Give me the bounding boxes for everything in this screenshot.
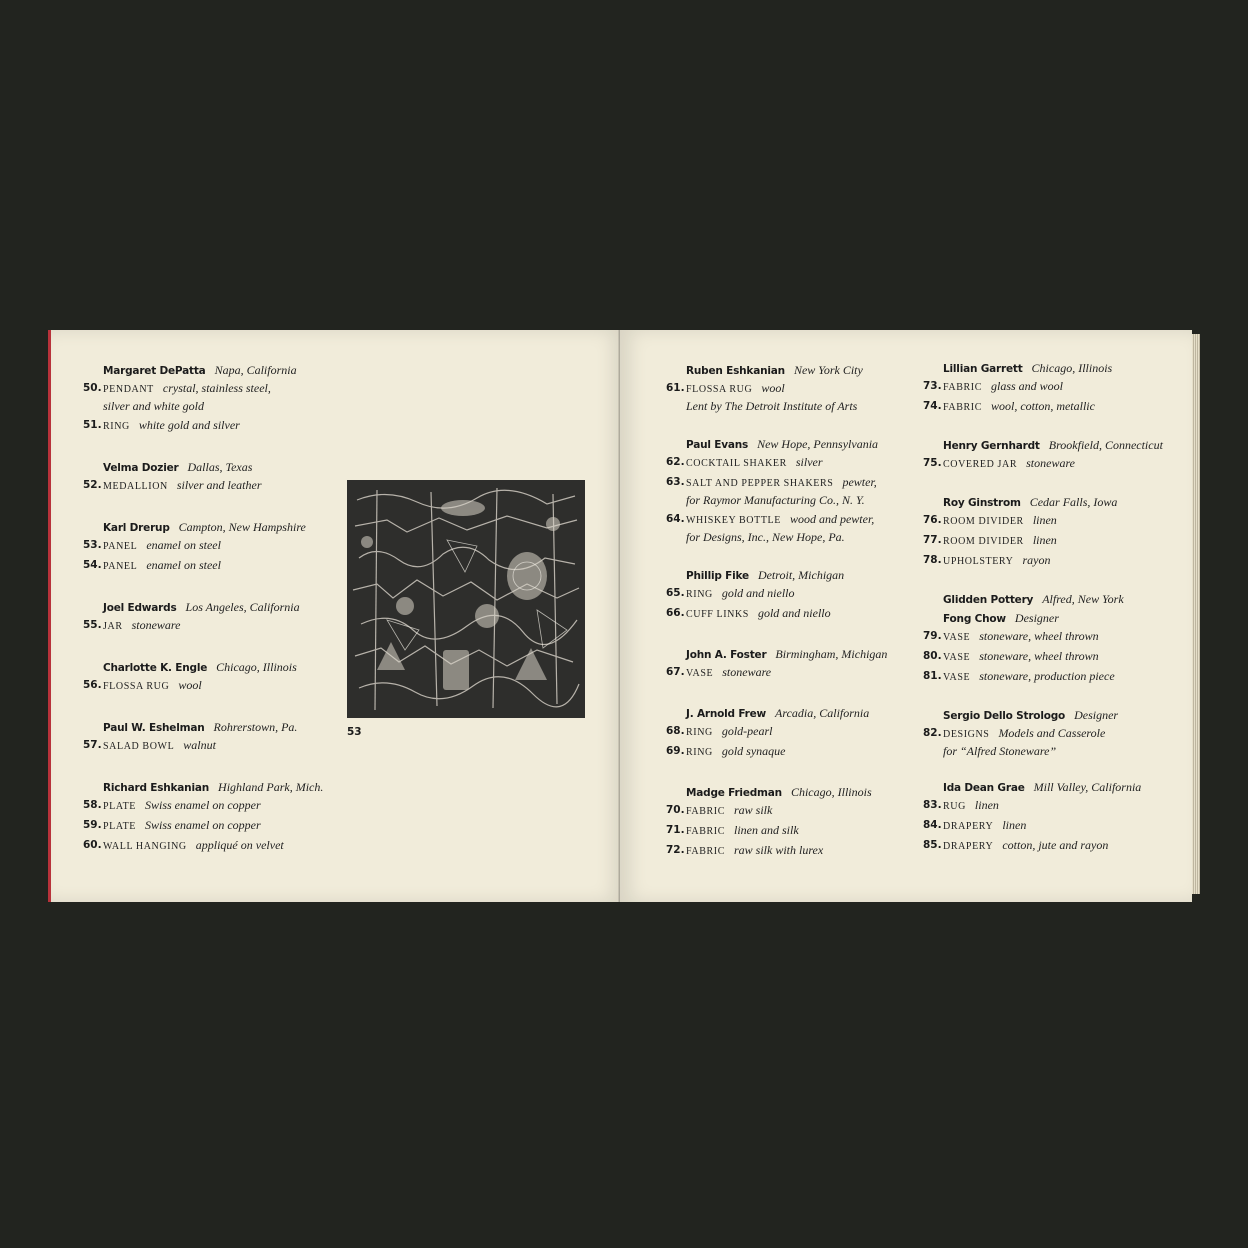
catalog-item — [923, 816, 1183, 836]
artist-name: Karl Drerup — [103, 522, 170, 534]
artist-location: Designer — [1074, 708, 1119, 722]
item-object: FABRIC — [943, 402, 982, 413]
catalog-item — [923, 796, 1183, 816]
item-number: 56. — [83, 679, 102, 691]
artist-location: Campton, New Hampshire — [178, 520, 306, 534]
item-material: linen and silk — [733, 823, 799, 837]
item-material: stoneware — [1026, 456, 1075, 470]
item-object: DESIGNS — [943, 729, 990, 740]
catalog-item — [83, 556, 343, 576]
item-number: 70. — [666, 804, 685, 816]
artist-name: Margaret DePatta — [103, 365, 206, 377]
catalog-item — [666, 473, 936, 508]
catalog-item — [666, 663, 936, 683]
catalog-item — [923, 724, 1183, 759]
item-material: Models and Casserole — [998, 726, 1106, 740]
left-page-column — [83, 360, 343, 856]
item-material: gold-pearl — [721, 724, 773, 738]
item-number: 82. — [923, 727, 942, 739]
artist-name: Roy Ginstrom — [943, 497, 1021, 509]
catalog-item — [666, 453, 936, 473]
catalog-entry — [83, 517, 343, 576]
item-object: COVERED JAR — [943, 459, 1018, 470]
artist-location: Mill Valley, California — [1033, 780, 1142, 794]
artist-location: Detroit, Michigan — [757, 568, 845, 582]
item-material: gold synaque — [721, 744, 786, 758]
item-material: enamel on steel — [146, 558, 221, 572]
item-material: cotton, jute and rayon — [1002, 838, 1109, 852]
item-number: 71. — [666, 824, 685, 836]
item-object: RING — [686, 727, 713, 738]
artist-line — [103, 457, 343, 476]
item-continuation: for Designs, Inc., New Hope, Pa. — [686, 530, 845, 544]
catalog-item — [923, 627, 1183, 647]
catalog-item — [83, 816, 343, 836]
item-number: 79. — [923, 630, 942, 642]
item-material: appliqué on velvet — [195, 838, 284, 852]
artist-location: New Hope, Pennsylvania — [757, 437, 879, 451]
artist-name: Velma Dozier — [103, 462, 179, 474]
item-material: gold and niello — [721, 586, 795, 600]
catalog-entry — [923, 492, 1183, 571]
designer-name: Fong Chow — [943, 613, 1006, 625]
item-object: VASE — [943, 632, 971, 643]
catalog-item — [83, 796, 343, 816]
enamel-panel-photo — [347, 480, 585, 718]
right-page — [620, 330, 1192, 902]
catalog-entry — [83, 717, 343, 756]
item-number: 57. — [83, 739, 102, 751]
item-object: PANEL — [103, 541, 138, 552]
catalog-entry — [83, 597, 343, 636]
item-material: stoneware, wheel thrown — [979, 629, 1099, 643]
artist-line — [103, 657, 343, 676]
item-material: white gold and silver — [138, 418, 240, 432]
item-number: 65. — [666, 587, 685, 599]
item-number: 60. — [83, 839, 102, 851]
item-number: 74. — [923, 400, 942, 412]
catalog-item — [83, 536, 343, 556]
item-number: 64. — [666, 513, 685, 525]
catalog-item — [666, 801, 936, 821]
item-object: FLOSSA RUG — [103, 681, 170, 692]
item-number: 83. — [923, 799, 942, 811]
item-material: rayon — [1022, 553, 1051, 567]
item-object: RING — [686, 747, 713, 758]
item-object: PLATE — [103, 801, 136, 812]
item-number: 55. — [83, 619, 102, 631]
artist-location: Cedar Falls, Iowa — [1029, 495, 1118, 509]
item-material: enamel on steel — [146, 538, 221, 552]
item-object: VASE — [943, 652, 971, 663]
artist-line — [943, 777, 1183, 796]
artist-location: Highland Park, Mich. — [218, 780, 324, 794]
catalog-item — [83, 676, 343, 696]
item-material: silver and leather — [176, 478, 262, 492]
artist-line — [943, 492, 1183, 511]
item-number: 63. — [666, 476, 685, 488]
catalog-item — [666, 604, 936, 624]
catalog-item — [83, 379, 343, 414]
artist-location: Napa, California — [214, 363, 297, 377]
catalog-item — [666, 742, 936, 762]
artist-location: Rohrerstown, Pa. — [213, 720, 298, 734]
item-material: glass and wool — [990, 379, 1063, 393]
catalog-entry — [666, 703, 936, 762]
catalog-item — [83, 736, 343, 756]
artist-location: Dallas, Texas — [187, 460, 253, 474]
catalog-item — [666, 841, 936, 861]
item-material: Swiss enamel on copper — [145, 798, 261, 812]
item-material: linen — [1032, 533, 1057, 547]
artist-line — [686, 434, 936, 453]
item-material: wool — [178, 678, 202, 692]
item-object: FABRIC — [686, 826, 725, 837]
item-object: DRAPERY — [943, 841, 994, 852]
item-object: RUG — [943, 801, 966, 812]
artist-line — [943, 358, 1183, 377]
artist-line — [103, 777, 343, 796]
artist-name: Sergio Dello Strologo — [943, 710, 1066, 722]
item-material: linen — [1002, 818, 1027, 832]
catalog-entry — [666, 434, 936, 545]
item-object: RING — [686, 589, 713, 600]
item-material: Swiss enamel on copper — [145, 818, 261, 832]
figure-caption: 53 — [347, 726, 362, 738]
artist-line — [103, 517, 343, 536]
item-object: COCKTAIL SHAKER — [686, 458, 787, 469]
item-number: 53. — [83, 539, 102, 551]
item-material: wood and pewter, — [789, 512, 875, 526]
item-number: 68. — [666, 725, 685, 737]
catalog-entry — [83, 457, 343, 496]
artist-line — [686, 644, 936, 663]
right-page-column-2 — [923, 358, 1183, 856]
item-number: 75. — [923, 457, 942, 469]
artist-location: Alfred, New York — [1042, 592, 1124, 606]
item-object: ROOM DIVIDER — [943, 536, 1024, 547]
catalog-item — [666, 510, 936, 545]
item-number: 50. — [83, 382, 102, 394]
item-object: RING — [103, 421, 130, 432]
catalog-item — [83, 616, 343, 636]
item-object: ROOM DIVIDER — [943, 516, 1024, 527]
item-object: FLOSSA RUG — [686, 384, 753, 395]
item-material: wool — [761, 381, 785, 395]
right-page-column-1 — [666, 360, 936, 861]
artist-name: Paul W. Eshelman — [103, 722, 205, 734]
item-object: SALAD BOWL — [103, 741, 175, 752]
item-material: linen — [1032, 513, 1057, 527]
catalog-item — [666, 584, 936, 604]
catalog-item — [923, 551, 1183, 571]
item-object: FABRIC — [943, 382, 982, 393]
item-object: FABRIC — [686, 846, 725, 857]
artist-line — [686, 782, 936, 801]
item-material: wool, cotton, metallic — [990, 399, 1095, 413]
item-material: linen — [974, 798, 999, 812]
artist-name: Glidden Pottery — [943, 594, 1034, 606]
catalog-entry — [923, 589, 1183, 687]
item-object: VASE — [686, 668, 714, 679]
item-number: 61. — [666, 382, 685, 394]
item-object: UPHOLSTERY — [943, 556, 1014, 567]
item-number: 58. — [83, 799, 102, 811]
item-number: 54. — [83, 559, 102, 571]
item-object: VASE — [943, 672, 971, 683]
artist-location: Arcadia, California — [775, 706, 870, 720]
item-material: stoneware, production piece — [979, 669, 1115, 683]
artist-line — [686, 703, 936, 722]
designer-line — [943, 608, 1183, 627]
left-page — [48, 330, 623, 902]
catalog-entry — [923, 435, 1183, 474]
item-number: 59. — [83, 819, 102, 831]
catalog-entry — [83, 360, 343, 436]
item-continuation: silver and white gold — [103, 399, 204, 413]
enamel-panel-image — [347, 480, 585, 718]
item-object: PLATE — [103, 821, 136, 832]
artist-location: Birmingham, Michigan — [775, 647, 888, 661]
item-object: CUFF LINKS — [686, 609, 749, 620]
item-object: DRAPERY — [943, 821, 994, 832]
item-material: silver — [795, 455, 823, 469]
artist-line — [103, 360, 343, 379]
item-object: JAR — [103, 621, 123, 632]
catalog-entry — [666, 565, 936, 624]
page-edges — [1192, 334, 1200, 894]
item-number: 85. — [923, 839, 942, 851]
item-object: SALT AND PEPPER SHAKERS — [686, 478, 834, 489]
item-material: stoneware — [722, 665, 772, 679]
catalog-item — [83, 836, 343, 856]
item-continuation: for “Alfred Stoneware” — [943, 744, 1057, 758]
artist-name: Joel Edwards — [103, 602, 177, 614]
item-material: gold and niello — [757, 606, 831, 620]
artist-line — [943, 435, 1183, 454]
artist-line — [103, 597, 343, 616]
artist-location: Chicago, Illinois — [216, 660, 297, 674]
item-object: MEDALLION — [103, 481, 168, 492]
item-continuation: for Raymor Manufacturing Co., N. Y. — [686, 493, 865, 507]
catalog-item — [666, 379, 936, 414]
catalog-item — [666, 722, 936, 742]
artist-name: Ida Dean Grae — [943, 782, 1025, 794]
catalog-item — [923, 667, 1183, 687]
artist-name: Charlotte K. Engle — [103, 662, 208, 674]
item-number: 80. — [923, 650, 942, 662]
item-number: 72. — [666, 844, 685, 856]
artist-location: Los Angeles, California — [185, 600, 300, 614]
item-material: crystal, stainless steel, — [162, 381, 271, 395]
item-material: stoneware, wheel thrown — [979, 649, 1099, 663]
item-number: 76. — [923, 514, 942, 526]
item-number: 73. — [923, 380, 942, 392]
artist-location: Chicago, Illinois — [1031, 361, 1113, 375]
catalog-item — [923, 377, 1183, 397]
catalog-entry — [666, 782, 936, 861]
catalog-entry — [923, 705, 1183, 759]
item-object: FABRIC — [686, 806, 725, 817]
item-object: WALL HANGING — [103, 841, 187, 852]
item-number: 77. — [923, 534, 942, 546]
artist-name: Lillian Garrett — [943, 363, 1023, 375]
item-number: 62. — [666, 456, 685, 468]
item-material: raw silk — [733, 803, 773, 817]
catalog-item — [923, 836, 1183, 856]
item-number: 78. — [923, 554, 942, 566]
item-material: raw silk with lurex — [733, 843, 824, 857]
catalog-item — [83, 476, 343, 496]
artist-name: Ruben Eshkanian — [686, 365, 785, 377]
designer-role: Designer — [1014, 611, 1059, 625]
artist-location: New York City — [793, 363, 863, 377]
artist-location: Chicago, Illinois — [790, 785, 872, 799]
item-number: 51. — [83, 419, 102, 431]
artist-name: Madge Friedman — [686, 787, 782, 799]
catalog-item — [923, 647, 1183, 667]
artist-name: Henry Gernhardt — [943, 440, 1040, 452]
item-number: 84. — [923, 819, 942, 831]
item-number: 67. — [666, 666, 685, 678]
artist-name: Richard Eshkanian — [103, 782, 210, 794]
catalog-item — [923, 397, 1183, 417]
catalog-item — [83, 416, 343, 436]
item-object: WHISKEY BOTTLE — [686, 515, 781, 526]
open-catalog-book — [48, 330, 1204, 904]
artist-name: John A. Foster — [686, 649, 767, 661]
artist-name: Phillip Fike — [686, 570, 749, 582]
item-number: 66. — [666, 607, 685, 619]
item-number: 81. — [923, 670, 942, 682]
item-object: PANEL — [103, 561, 138, 572]
artist-line — [686, 360, 936, 379]
catalog-item — [666, 821, 936, 841]
item-object: PENDANT — [103, 384, 154, 395]
artist-name: Paul Evans — [686, 439, 749, 451]
artist-line — [943, 589, 1183, 608]
item-number: 69. — [666, 745, 685, 757]
catalog-entry — [666, 360, 936, 414]
item-material: stoneware — [131, 618, 181, 632]
item-material: walnut — [183, 738, 216, 752]
artist-location: Brookfield, Connecticut — [1048, 438, 1163, 452]
catalog-entry — [923, 777, 1183, 856]
item-continuation: Lent by The Detroit Institute of Arts — [686, 399, 858, 413]
catalog-entry — [923, 358, 1183, 417]
item-material: pewter, — [842, 475, 877, 489]
catalog-entry — [83, 657, 343, 696]
catalog-item — [923, 511, 1183, 531]
catalog-item — [923, 531, 1183, 551]
artist-line — [103, 717, 343, 736]
catalog-entry — [83, 777, 343, 856]
artist-line — [943, 705, 1183, 724]
artist-line — [686, 565, 936, 584]
item-number: 52. — [83, 479, 102, 491]
artist-name: J. Arnold Frew — [686, 708, 767, 720]
catalog-entry — [666, 644, 936, 683]
catalog-item — [923, 454, 1183, 474]
